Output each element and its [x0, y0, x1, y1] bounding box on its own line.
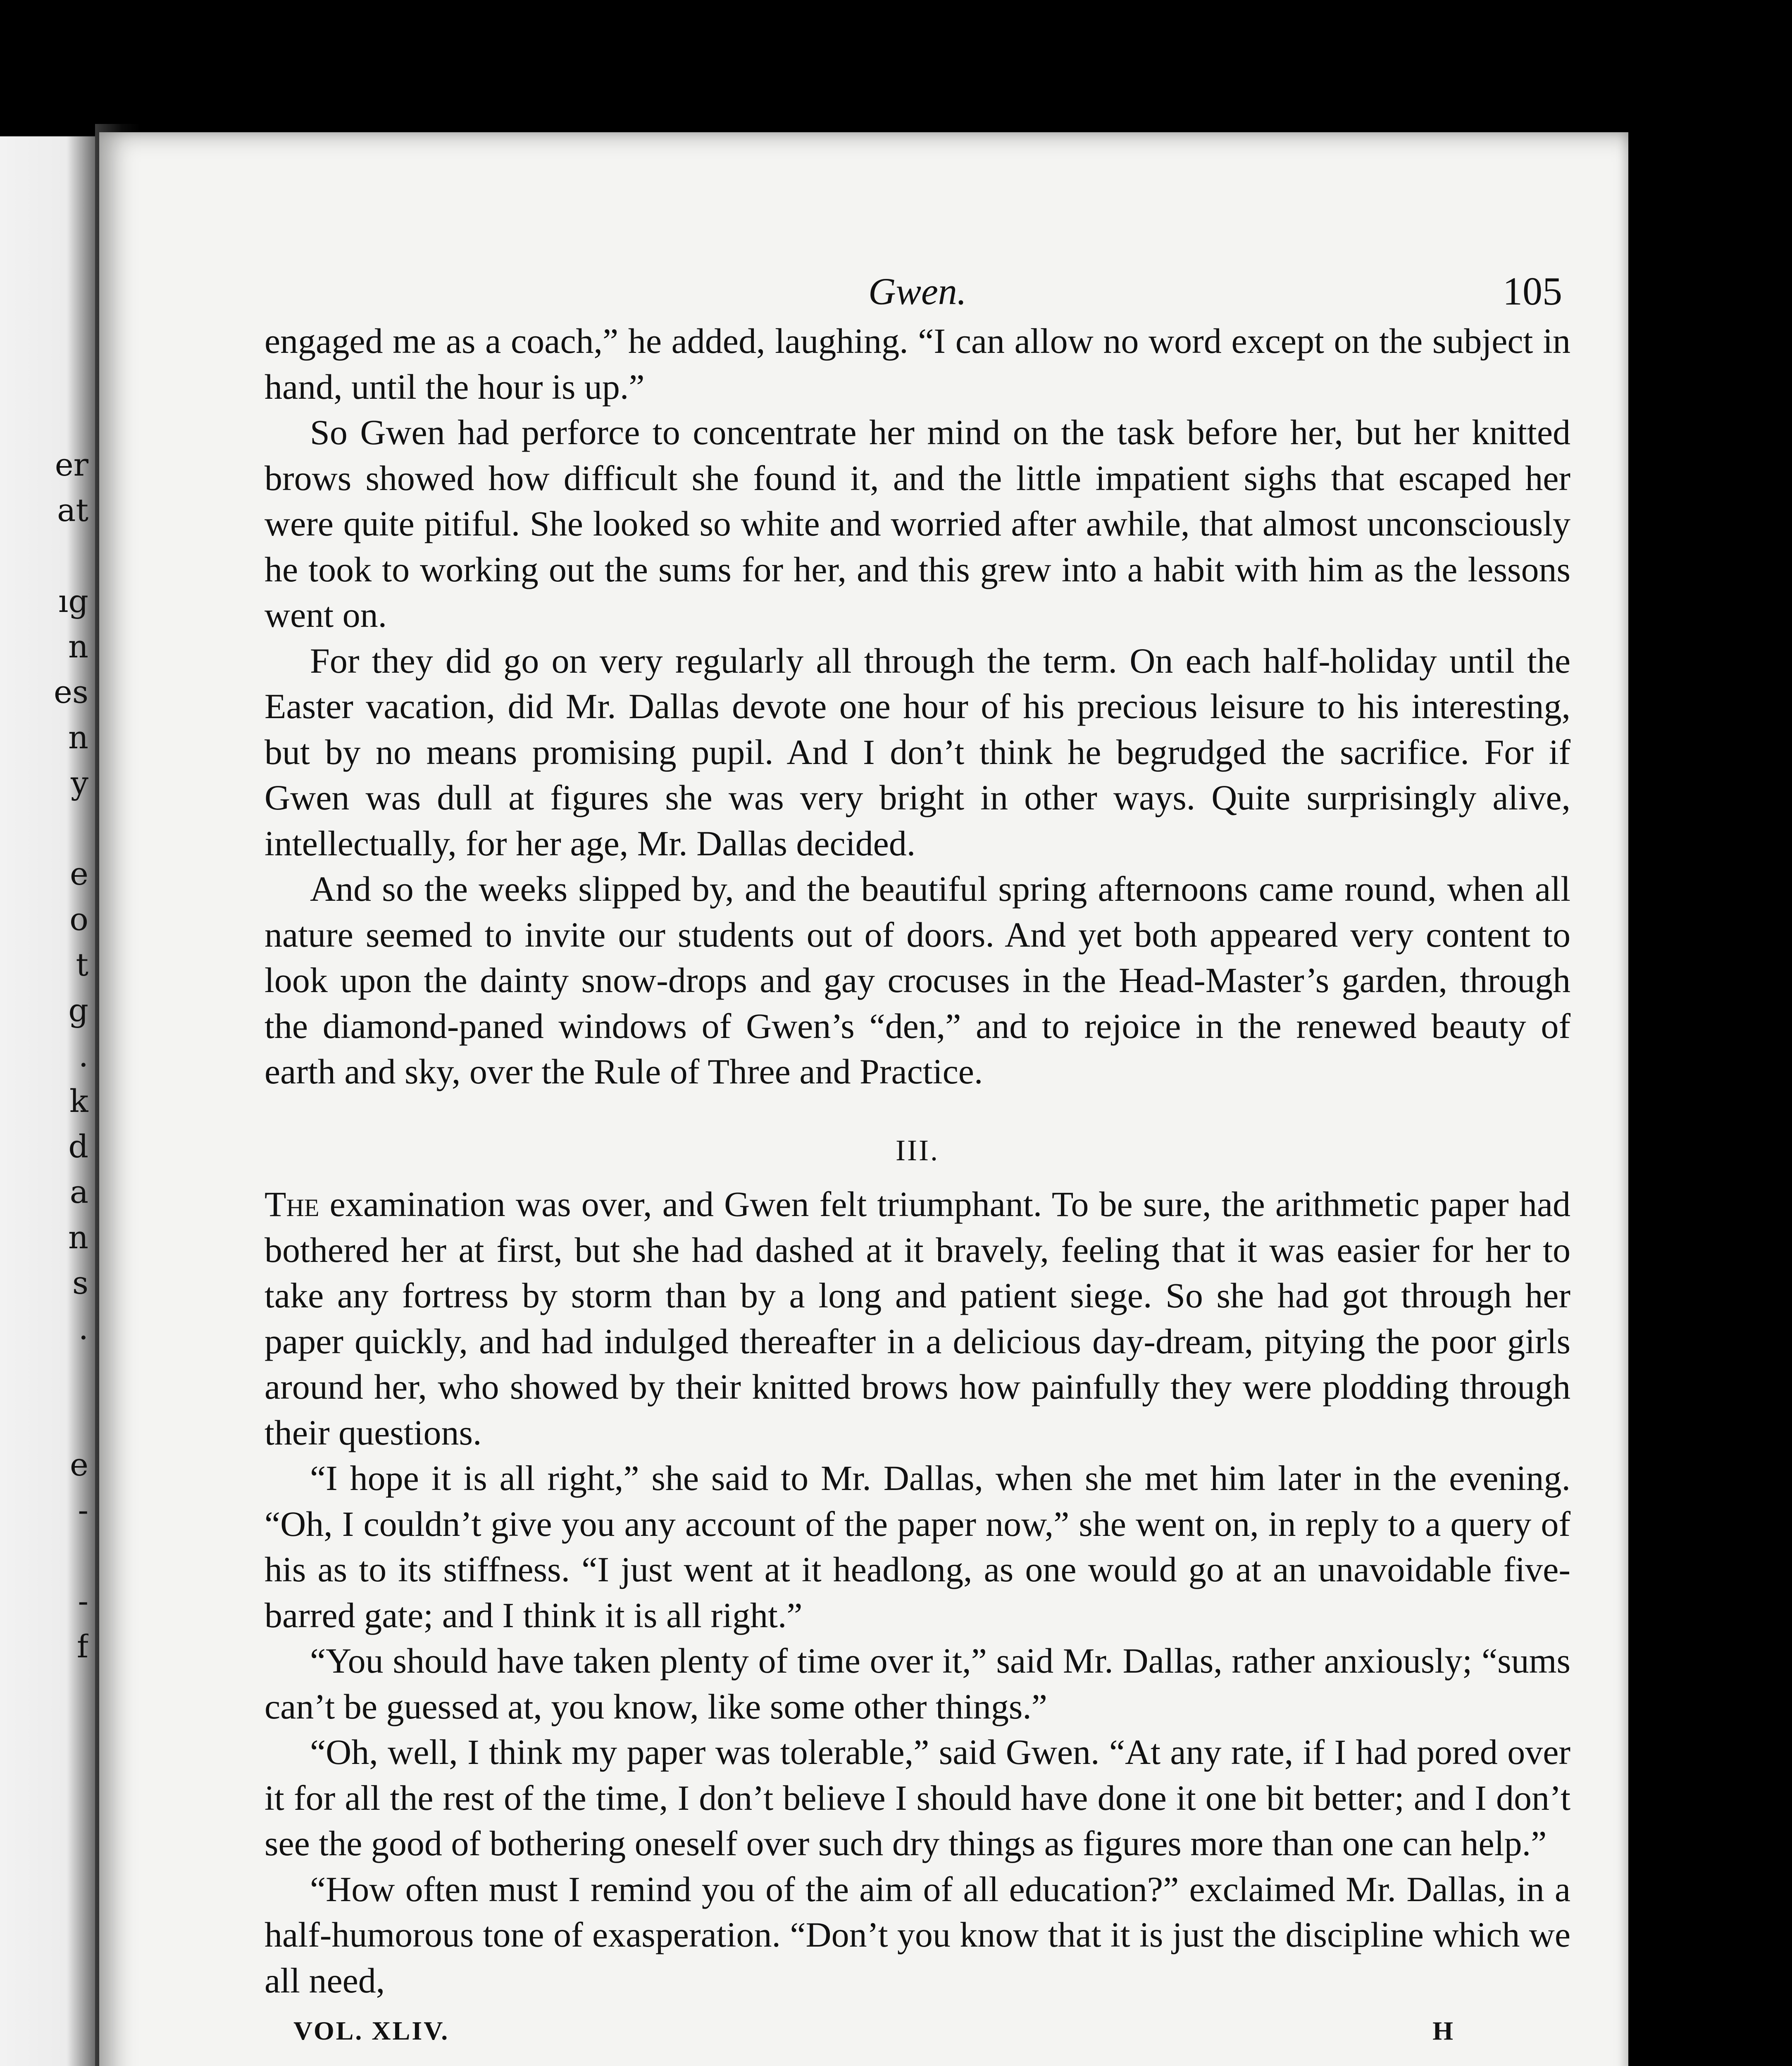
facing-fragment: ıg [58, 583, 88, 619]
facing-fragment [6, 1533, 88, 1578]
paragraph-text: examination was over, and Gwen felt triumphant. To be sure, the arithmetic paper had bothered her at first, but she had dashed at it bravely, feeling that it was easier for her to take any fortress by storm than by a long and patient siege. So she had got through her paper quickly, and had indulged thereafter in a delicious day-dream, pitying the poor girls around her, who showed by their knitted brows how painfully they were plodding through their questions. [265, 1184, 1570, 1452]
page-text [265, 264, 1570, 2061]
facing-fragment [6, 533, 88, 578]
running-title: Gwen. [868, 270, 967, 312]
facing-fragment: n [68, 628, 88, 665]
facing-fragment: d [68, 1128, 88, 1165]
facing-fragment [6, 1397, 88, 1442]
section-lead-word: The [265, 1184, 319, 1224]
book-page [99, 132, 1628, 2066]
facing-fragment: e [70, 1446, 88, 1483]
signature-mark: H [1432, 2016, 1455, 2045]
volume-label: VOL. XLIV. [293, 2016, 450, 2045]
paragraph: So Gwen had perforce to concentrate her mind on the task before her, but her knitted brows showed how difficult she found it, and the little impatient sighs that escaped her were quite pitiful. She looked so white and worried after awhile, that almost unconsciously he took to working out the sums for her, and this grew into a habit with him as the lessons went on. [265, 412, 1570, 635]
paragraph: “I hope it is all right,” she said to Mr. Dallas, when she met him later in the evening. “Oh, I couldn’t give you any account of the paper now,” she went on, in reply to a query of his as to its stiffness. “I just went at it headlong, as one would go at an unavoidable five-barred gate; and I think it is all right.” [265, 1458, 1570, 1635]
facing-fragment [6, 806, 88, 851]
paragraph: engaged me as a coach,” he added, laughing. “I can allow no word except on the subject in hand, until the hour is up.” [265, 321, 1570, 407]
facing-fragment: - [78, 1583, 88, 1619]
facing-fragment: n [68, 719, 88, 756]
facing-fragment: k [69, 1083, 88, 1119]
page-number: 105 [1503, 269, 1562, 313]
facing-fragment: y [71, 764, 88, 801]
facing-fragment: o [69, 901, 88, 938]
facing-fragment: f [76, 1628, 88, 1665]
paragraph: “Oh, well, I think my paper was tolerable,” said Gwen. “At any rate, if I had pored over it for all the rest of the time, I don’t believe I should have done it one bit better; and I don’t see the good of bothering oneself over such dry things as figures more than one can help.” [265, 1732, 1570, 1863]
facing-fragment: . [78, 1310, 88, 1347]
facing-fragment [6, 1351, 88, 1397]
facing-page [0, 136, 95, 2066]
paragraph: And so the weeks slipped by, and the beautiful spring afternoons came round, when all nature seemed to invite our students out of doors. And yet both appeared very content to look upon the dainty snow-drops and gay crocuses in the Head-Master’s garden, through the diamond-paned windows of Gwen’s “den,” and to rejoice in the renewed beauty of earth and sky, over the Rule of Three and Practice. [265, 869, 1570, 1091]
facing-fragment: a [69, 1173, 88, 1210]
paragraph: For they did go on very regularly all through the term. On each half-holiday until the Easter vacation, did Mr. Dallas devote one hour of his precious leisure to his interesting, but by no means promising pupil. And I don’t think he begrudged the sacrifice. For if Gwen was dull at figures she was very bright in other ways. Quite surprisingly alive, intellectually, for her age, Mr. Dallas decided. [265, 640, 1570, 863]
facing-fragment: at [57, 492, 88, 528]
page-footer [265, 2016, 1570, 2061]
facing-fragment: er [55, 446, 88, 483]
facing-fragment: . [78, 1037, 88, 1074]
facing-fragment: n [68, 1219, 88, 1256]
facing-fragment: s [72, 1264, 88, 1301]
facing-fragment: e [70, 855, 88, 892]
paragraph: “How often must I remind you of the aim of all education?” exclaimed Mr. Dallas, in a half-humorous tone of exasperation. “Don’t you know that it is just the discipline which we all need, [265, 1869, 1570, 2000]
facing-fragment: es [54, 674, 88, 710]
running-head [265, 264, 1570, 318]
paragraph: “You should have taken plenty of time over it,” said Mr. Dallas, rather anxiously; “sums can’t be guessed at, you know, like some other things.” [265, 1641, 1570, 1726]
section-heading: III. [896, 1133, 939, 1167]
facing-page-text [6, 442, 88, 1669]
facing-fragment: t [76, 946, 88, 983]
paragraph [265, 1181, 1570, 1455]
facing-fragment: g [68, 992, 88, 1028]
facing-fragment: - [78, 1492, 88, 1528]
